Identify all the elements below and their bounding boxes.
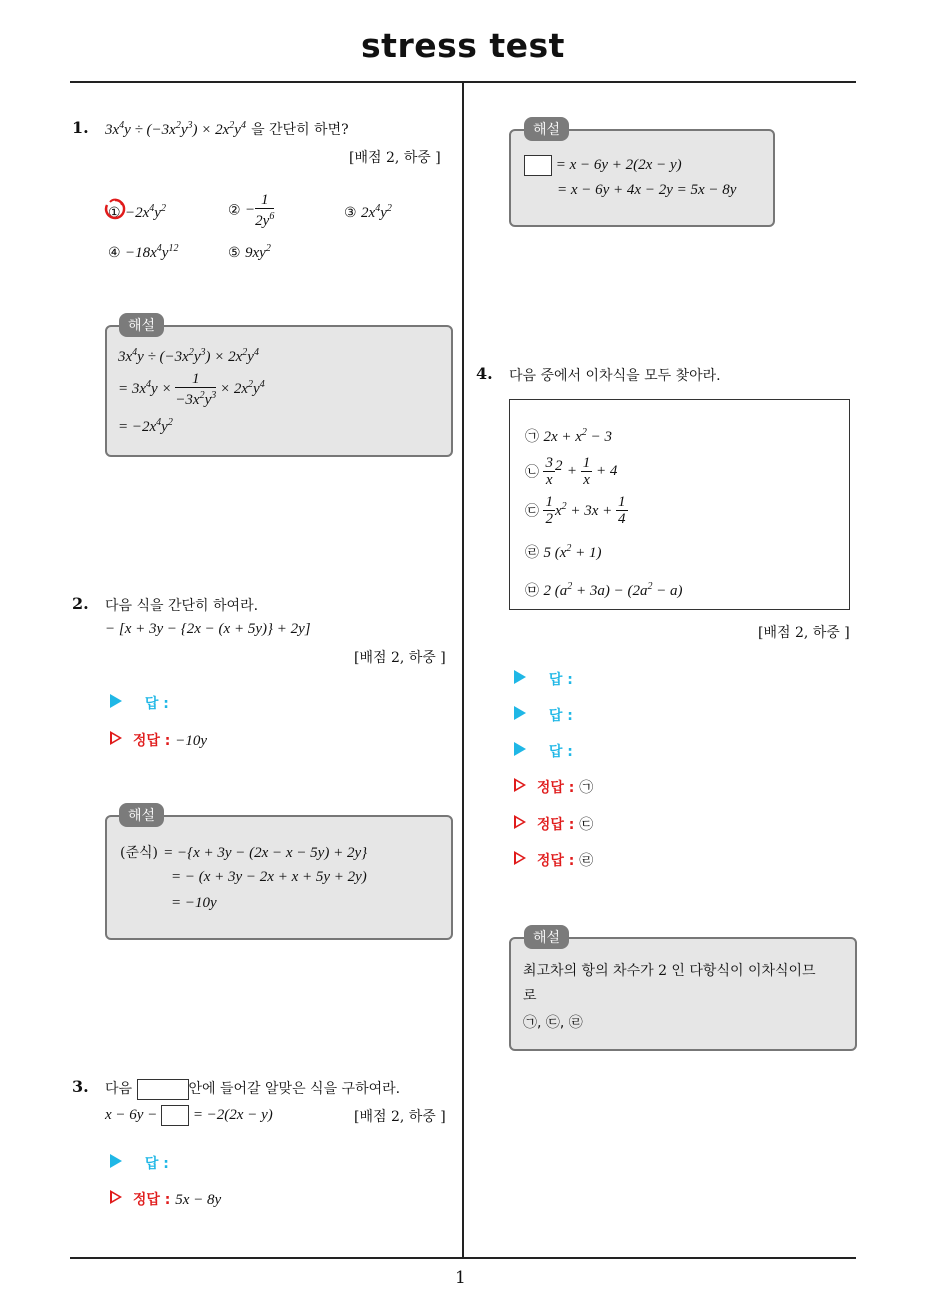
item-1: ㉠ $2x + x^2 - 3$: [525, 427, 613, 445]
solution-tab: 해설: [524, 117, 569, 141]
solution-1-line-3: = $-2x^4y^2$: [118, 417, 173, 435]
question-1-number: 1.: [72, 118, 89, 137]
question-2-correct-row: 정답 : −10y: [110, 730, 207, 750]
play-icon: [110, 694, 122, 708]
question-1-grade: [배점 2, 하중 ]: [349, 150, 441, 166]
question-4-correct-row-2: 정답 : ㉢: [514, 814, 593, 834]
item-3: ㉢ $\frac{1}{2}$ $x^2 + 3x$ + $\frac{1}{4}$: [525, 494, 626, 527]
page-number: 1: [455, 1268, 466, 1288]
solution-1-line-2: = $3x^4y$ × $\frac{1}{-3x^2y^3}$ × $2x^2y^4$: [118, 371, 265, 408]
choice-3[interactable]: ③ $2x^4y^2$: [344, 203, 392, 221]
question-2-answer-row: 답 :: [110, 693, 169, 713]
question-4-grade: [배점 2, 하중 ]: [758, 625, 850, 641]
question-4-answer-row-1: 답 :: [514, 669, 573, 689]
question-4-text: 다음 중에서 이차식을 모두 찾아라.: [509, 368, 721, 384]
question-3-equation: x − 6y − = −2(2x − y): [105, 1105, 273, 1126]
question-3-answer-row: 답 :: [110, 1153, 169, 1173]
solution-2-line-2: = − (x + 3y − 2x + x + 5y + 2y): [171, 869, 367, 885]
question-3-grade: [배점 2, 하중 ]: [354, 1109, 446, 1125]
solution-4-line-3: ㉠, ㉢, ㉣: [523, 1015, 583, 1031]
solution-3-line-2: = x − 6y + 4x − 2y = 5x − 8y: [557, 182, 737, 198]
solution-4-line-2: 로: [523, 988, 537, 1004]
question-4-answer-row-3: 답 :: [514, 741, 573, 761]
blank-box: [161, 1105, 189, 1126]
item-2: ㉡ $\frac{3}{x}$ $^2$ + $\frac{1}{x}$ + 4: [525, 455, 618, 488]
blank-box: [137, 1079, 189, 1100]
question-1-text: $3x^4y \div (-3x^2y^3) \times 2x^2y^4$ 을 간단히 하면?: [105, 120, 349, 138]
play-icon: [514, 706, 526, 720]
question-4-correct-row-1: 정답 : ㉠: [514, 777, 593, 797]
choice-2[interactable]: ② − $\frac{1}{2y^6}$: [228, 192, 275, 229]
item-4: ㉣ 5 $(x^2 + 1)$: [525, 543, 602, 561]
outline-play-icon: [514, 851, 526, 865]
blank-box: [524, 155, 552, 176]
question-3-number: 3.: [72, 1077, 89, 1096]
question-3-solution-box: [509, 129, 775, 227]
solution-2-line-3: = −10y: [171, 895, 217, 911]
question-2-grade: [배점 2, 하중 ]: [354, 650, 446, 666]
outline-play-icon: [110, 731, 122, 745]
question-3-text: 다음 안에 들어갈 알맞은 식을 구하여라.: [105, 1078, 400, 1100]
solution-tab: 해설: [524, 925, 569, 949]
question-4-answer-row-2: 답 :: [514, 705, 573, 725]
outline-play-icon: [110, 1190, 122, 1204]
question-2-number: 2.: [72, 594, 89, 613]
question-4-solution-box: [509, 937, 857, 1051]
solution-tab: 해설: [119, 313, 164, 337]
item-5: ㉤ 2 $(a^2 + 3a) - (2a^2 - a)$: [525, 581, 683, 599]
question-2-text: 다음 식을 간단히 하여라.: [105, 598, 259, 614]
outline-play-icon: [514, 778, 526, 792]
question-3-correct-row: 정답 : 5x − 8y: [110, 1189, 221, 1209]
choice-1[interactable]: ① $-2x^4y^2$: [108, 203, 166, 222]
play-icon: [514, 670, 526, 684]
column-divider: [462, 83, 464, 1259]
choice-4[interactable]: ④ $-18x^4y^{12}$: [108, 243, 179, 261]
solution-4-line-1: 최고차의 항의 차수가 2 인 다항식이 이차식이므: [523, 963, 816, 979]
play-icon: [110, 1154, 122, 1168]
outline-play-icon: [514, 815, 526, 829]
play-icon: [514, 742, 526, 756]
solution-3-line-1: = x − 6y + 2(2x − y): [524, 155, 682, 176]
solution-tab: 해설: [119, 803, 164, 827]
question-2-expression: − [x + 3y − {2x − (x + 5y)} + 2y]: [105, 621, 311, 637]
marked-circle-icon: [103, 197, 127, 221]
solution-2-line-1: (준식) = −{x + 3y − (2x − x − 5y) + 2y}: [120, 845, 368, 861]
footer-rule: [70, 1257, 856, 1259]
choice-5[interactable]: ⑤ $9xy^2$: [228, 243, 271, 261]
page-title: stress test: [361, 26, 565, 65]
question-4-number: 4.: [476, 364, 493, 383]
question-4-correct-row-3: 정답 : ㉣: [514, 850, 593, 870]
solution-1-line-1: $3x^4y \div (-3x^2y^3) \times 2x^2y^4$: [118, 347, 259, 365]
